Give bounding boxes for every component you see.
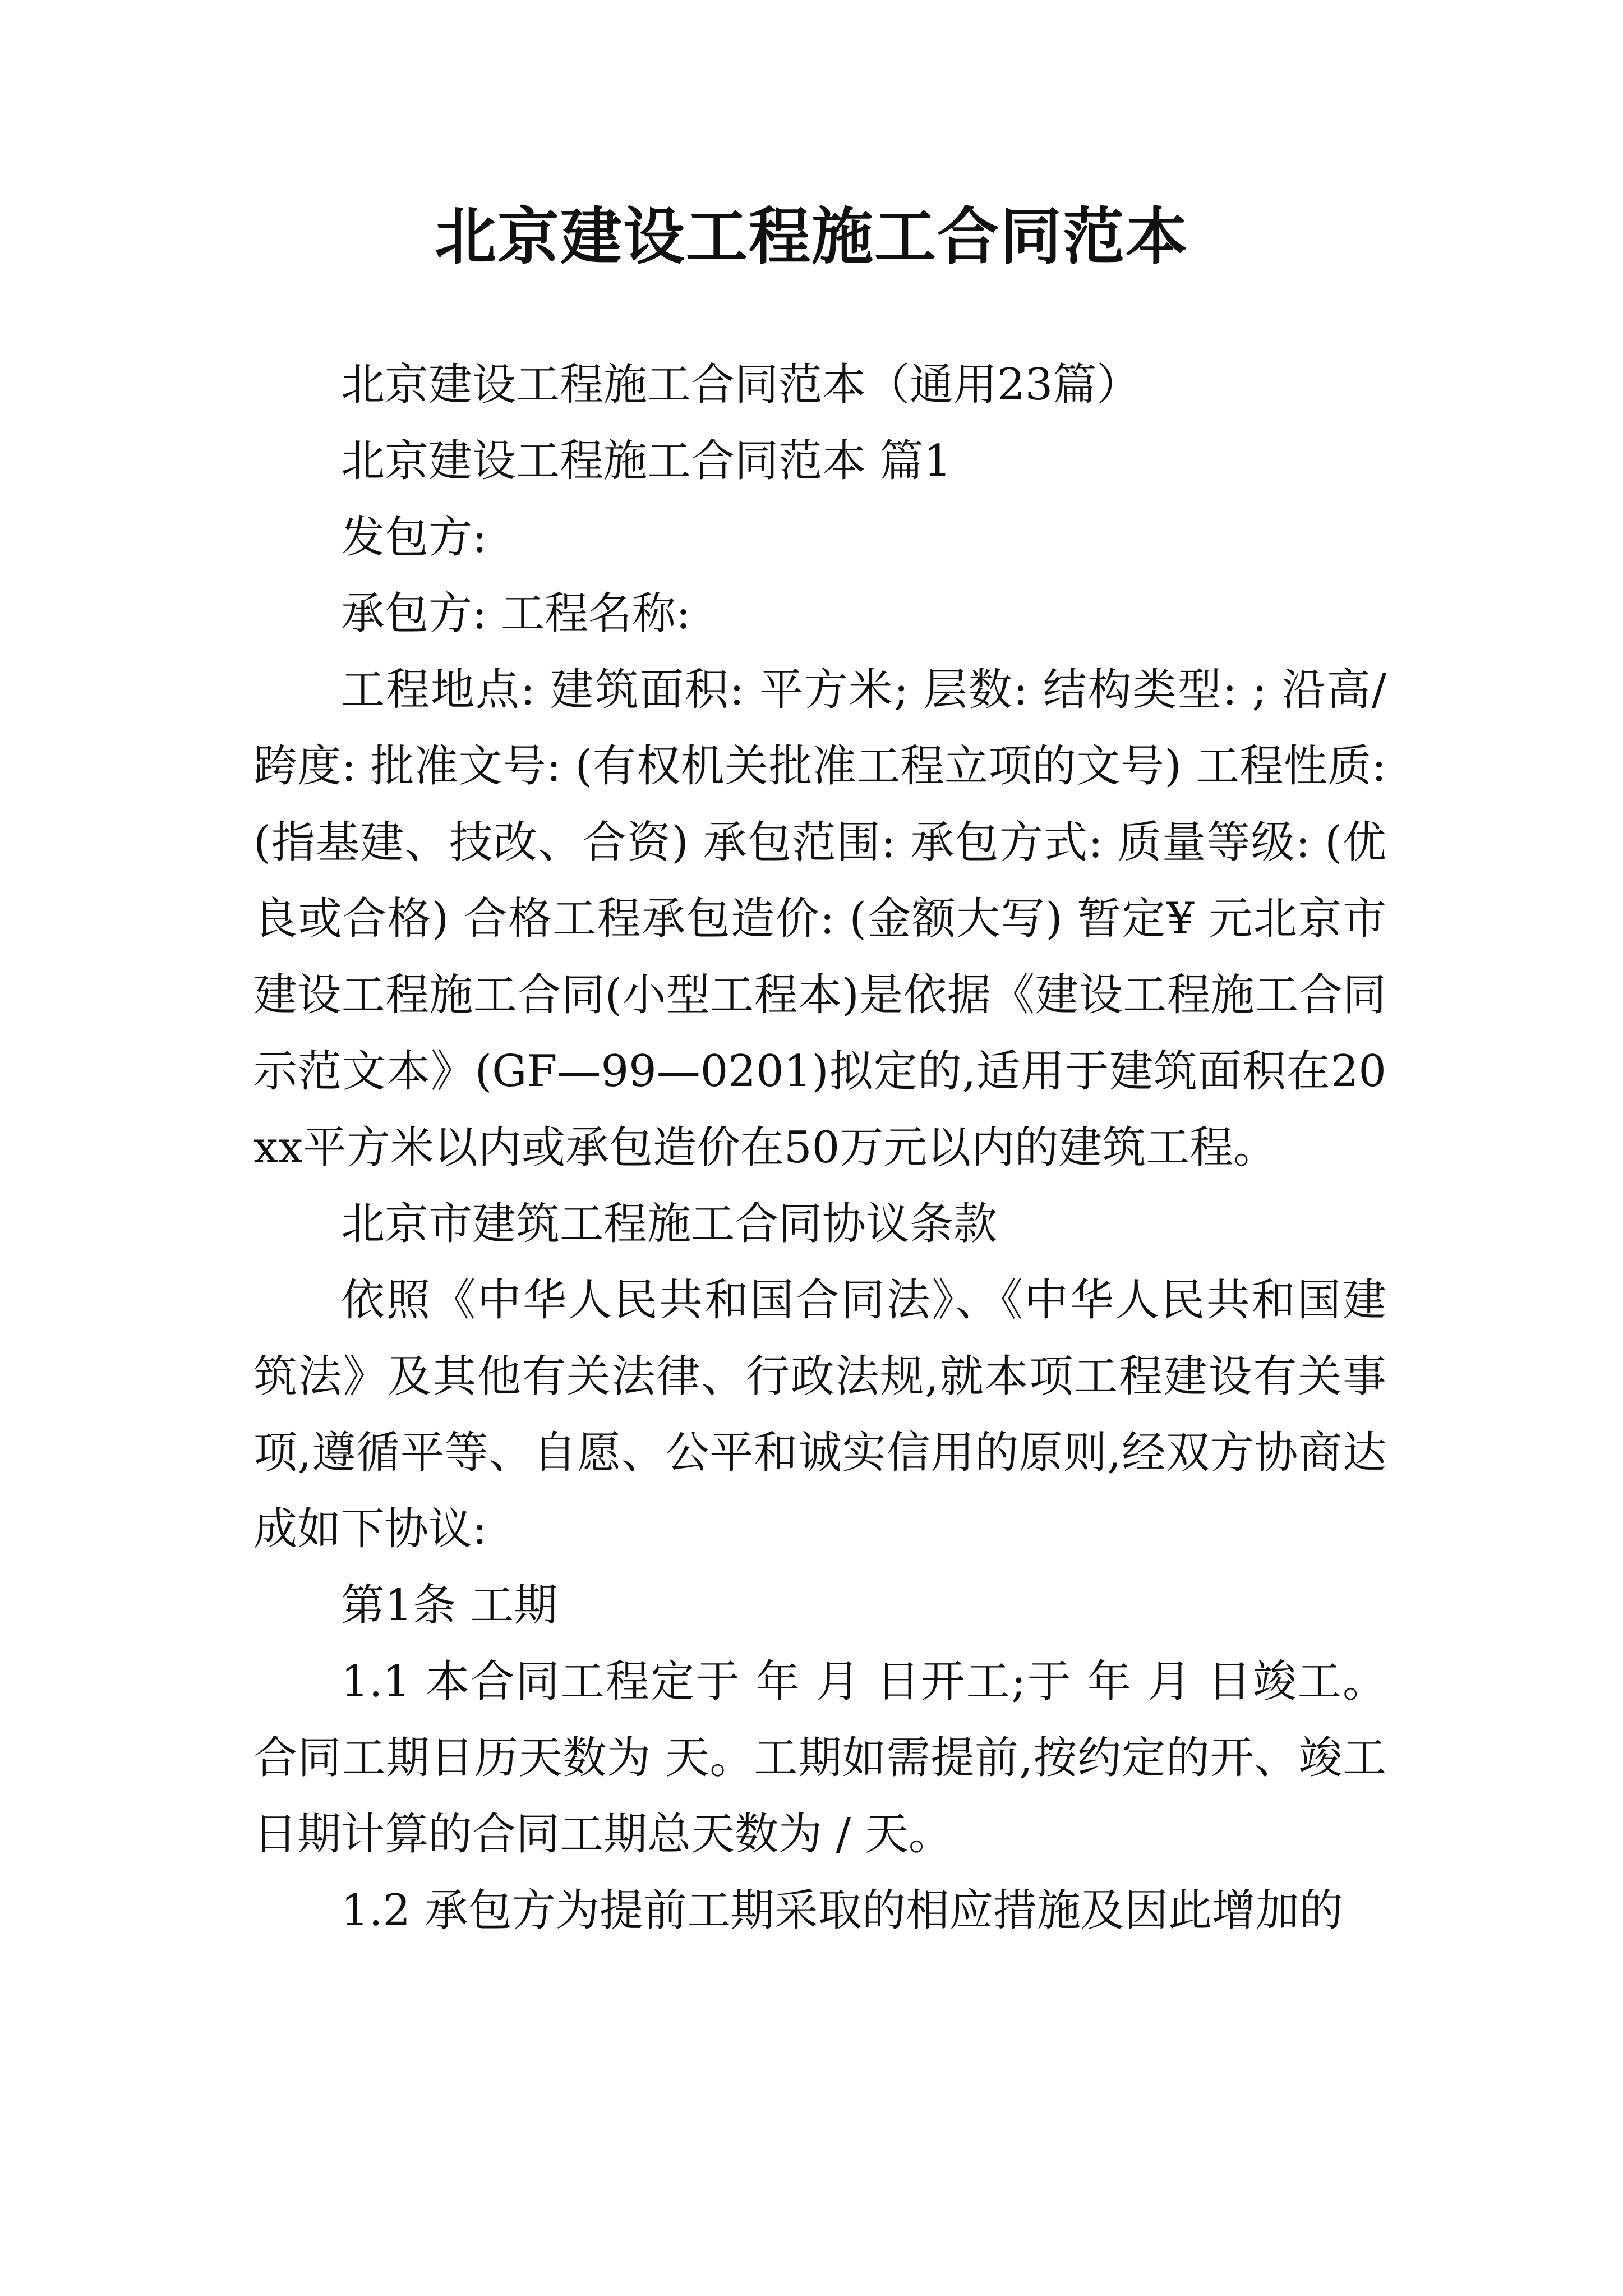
clause-1-1: 1.1 本合同工程定于 年 月 日开工;于 年 月 日竣工。合同工期日历天数为 天。工期如需提前,按约定的开、竣工日期计算的合同工期总天数为 / 天。	[253, 1657, 1386, 1860]
article-1-heading: 第1条 工期	[341, 1580, 558, 1631]
legal-basis-paragraph: 依照《中华人民共和国合同法》、《中华人民共和国建筑法》及其他有关法律、行政法规,就本项工程建设有关事项,遵循平等、自愿、公平和诚实信用的原则,经双方协商达成如下协议:	[253, 1275, 1386, 1554]
project-details-paragraph: 工程地点: 建筑面积: 平方米; 层数: 结构类型: ; 沿高/跨度: 批准文号: (有权机关批准工程立项的文号) 工程性质: (指基建、技改、合资) 承包范围: 承包方式: 质量等级: (优良或合格) 合格工程承包造价: (金额大写) 暂定¥ 元北京市建设工程施工合同(小型工程本)是依据《建设工程施工合同示范文本》(GF—99—0201)拟定的,适用于建筑面积在20xx平方米以内或承包造价在50万元以内的建筑工程。	[253, 665, 1386, 1173]
section-heading: 北京建设工程施工合同范本 篇1	[341, 436, 952, 486]
clause-1-2: 1.2 承包方为提前工期采取的相应措施及因此增加的	[341, 1885, 1343, 1936]
document-title: 北京建设工程施工合同范本	[435, 200, 1188, 273]
agreement-heading: 北京市建筑工程施工合同协议条款	[341, 1199, 998, 1249]
subtitle-paragraph: 北京建设工程施工合同范本（通用23篇）	[341, 360, 1141, 410]
employer-field: 发包方:	[341, 512, 487, 563]
document-body	[253, 347, 1386, 1949]
contractor-field: 承包方: 工程名称:	[341, 588, 691, 639]
